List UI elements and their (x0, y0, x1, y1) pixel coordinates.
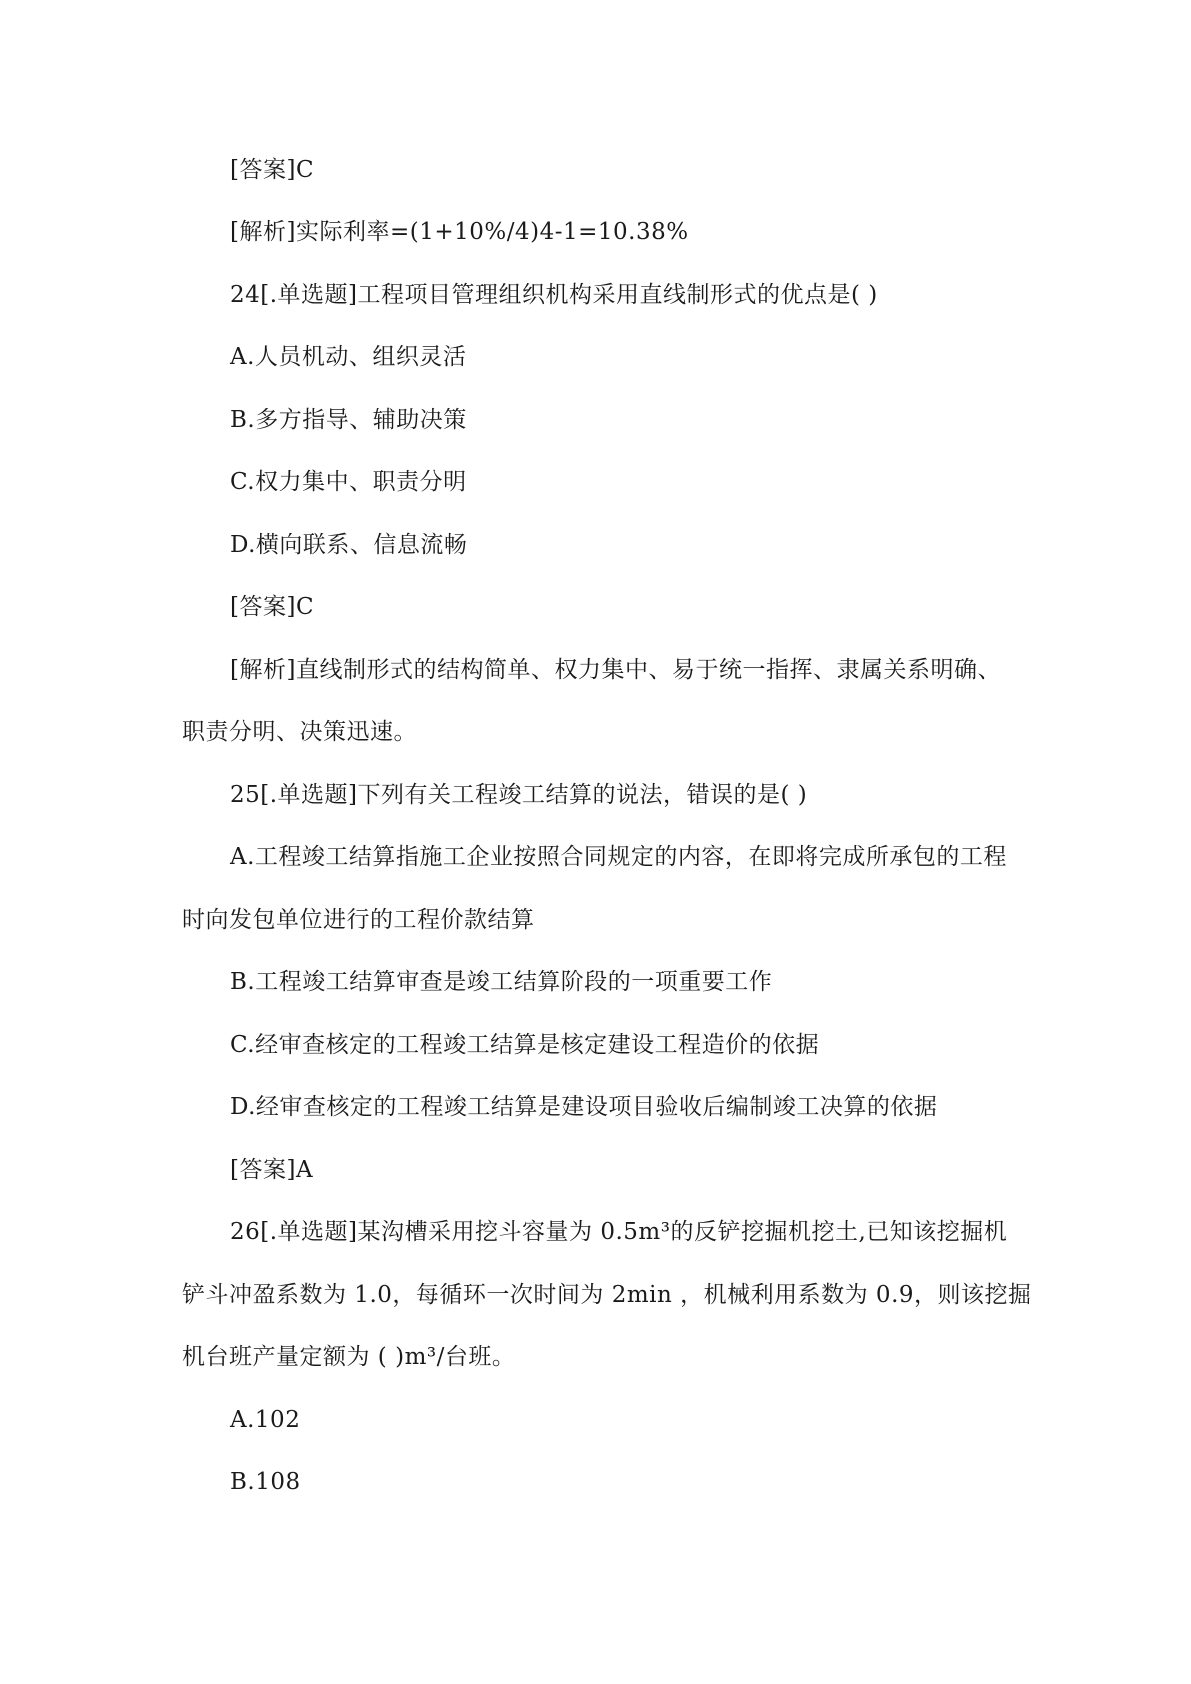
answer-line-24: [答案]C (230, 594, 315, 620)
question-24-option-d: D.横向联系、信息流畅 (230, 532, 468, 558)
answer-line-23: [答案]C (230, 157, 315, 183)
question-25-option-a: A.工程竣工结算指施工企业按照合同规定的内容，在即将完成所承包的工程 (230, 844, 1007, 870)
question-25-option-a-cont: 时向发包单位进行的工程价款结算 (182, 907, 535, 933)
question-24-option-b: B.多方指导、辅助决策 (230, 407, 467, 433)
question-26-option-a: A.102 (230, 1407, 301, 1433)
question-26-stem-cont-1: 铲斗冲盈系数为 1.0，每循环一次时间为 2min ，机械利用系数为 0.9，则该挖掘 (182, 1282, 1032, 1308)
analysis-line-23: [解析]实际利率=(1+10%/4)4-1=10.38% (230, 219, 689, 245)
analysis-line-24: [解析]直线制形式的结构简单、权力集中、易于统一指挥、隶属关系明确、 (230, 657, 1001, 683)
answer-line-25: [答案]A (230, 1157, 314, 1183)
question-26-option-b: B.108 (230, 1469, 301, 1495)
analysis-line-24-cont: 职责分明、决策迅速。 (182, 719, 417, 745)
question-25-stem: 25[.单选题]下列有关工程竣工结算的说法，错误的是( ) (230, 782, 808, 808)
question-26-stem-cont-2: 机台班产量定额为 ( )m³/台班。 (182, 1344, 516, 1370)
question-25-option-d: D.经审查核定的工程竣工结算是建设项目验收后编制竣工决算的依据 (230, 1094, 938, 1120)
question-25-option-b: B.工程竣工结算审查是竣工结算阶段的一项重要工作 (230, 969, 773, 995)
question-24-stem: 24[.单选题]工程项目管理组织机构采用直线制形式的优点是( ) (230, 282, 878, 308)
question-24-option-a: A.人员机动、组织灵活 (230, 344, 467, 370)
question-26-stem: 26[.单选题]某沟槽采用挖斗容量为 0.5m³的反铲挖掘机挖土,已知该挖掘机 (230, 1219, 1008, 1245)
question-24-option-c: C.权力集中、职责分明 (230, 469, 467, 495)
question-25-option-c: C.经审查核定的工程竣工结算是核定建设工程造价的依据 (230, 1032, 820, 1058)
